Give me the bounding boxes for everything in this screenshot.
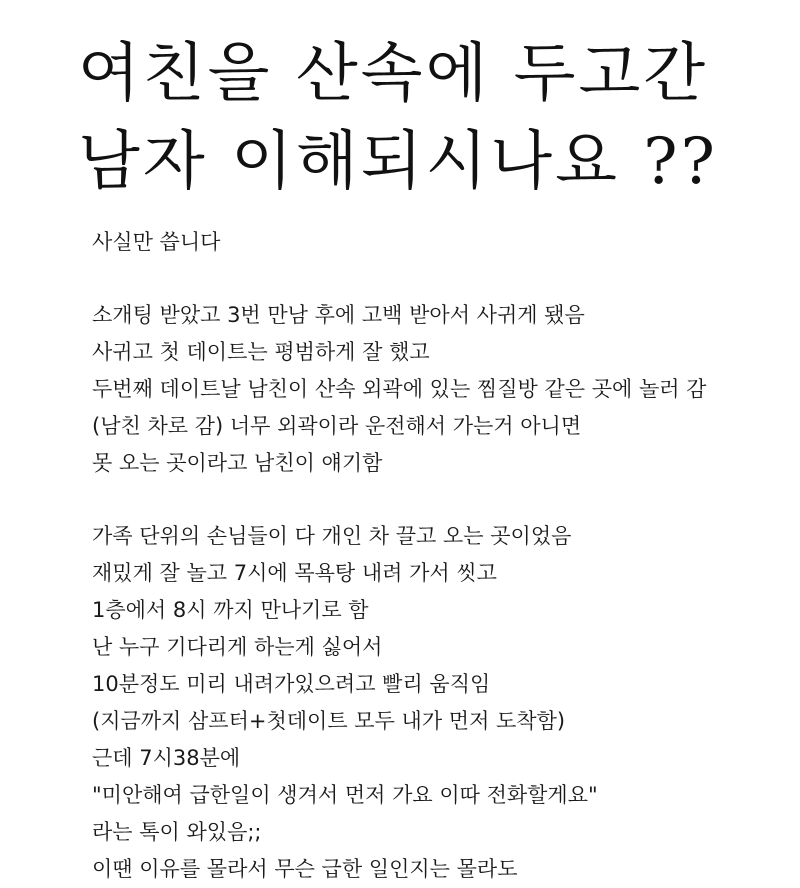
body-line: 못 오는 곳이라고 남친이 얘기함 [92,451,383,475]
body-line: (지금까지 삼프터+첫데이트 모두 내가 먼저 도착함) [92,709,566,733]
post-title-line-1: 여친을 산속에 두고간 [78,37,709,111]
body-line: 두번째 데이트날 남친이 산속 외곽에 있는 찜질방 같은 곳에 놀러 감 [92,377,707,401]
body-line: 난 누구 기다리게 하는게 싫어서 [92,635,383,659]
paragraph-gap [92,261,782,297]
body-line: 소개팅 받았고 3번 만남 후에 고백 받아서 사귀게 됐음 [92,303,585,327]
body-line: 10분정도 미리 내려가있으려고 빨리 움직임 [92,672,491,696]
post-body [92,224,782,888]
body-line: 근데 7시38분에 [92,746,241,770]
body-line: 재밌게 잘 놀고 7시에 목욕탕 내려 가서 씻고 [92,561,497,585]
body-line: 사실만 씁니다 [92,230,221,254]
paragraph-intro [92,224,782,261]
body-line: 사귀고 첫 데이트는 평범하게 잘 했고 [92,340,430,364]
body-line: "미안해여 급한일이 생겨서 먼저 가요 이따 전화할게요" [92,783,598,807]
body-line: 이땐 이유를 몰라서 무슨 급한 일인지는 몰라도 [92,857,518,881]
paragraph-incident [92,518,782,888]
post-title [78,30,778,206]
body-line: 1층에서 8시 까지 만나기로 함 [92,598,369,622]
paragraph-first-dates [92,297,782,482]
body-line: 가족 단위의 손님들이 다 개인 차 끌고 오는 곳이었음 [92,524,572,548]
paragraph-gap [92,482,782,518]
body-line: 라는 톡이 와있음;; [92,820,262,844]
body-line: (남친 차로 감) 너무 외곽이라 운전해서 가는거 아니면 [92,414,582,438]
post-title-line-2: 남자 이해되시나요 ?? [78,125,718,199]
